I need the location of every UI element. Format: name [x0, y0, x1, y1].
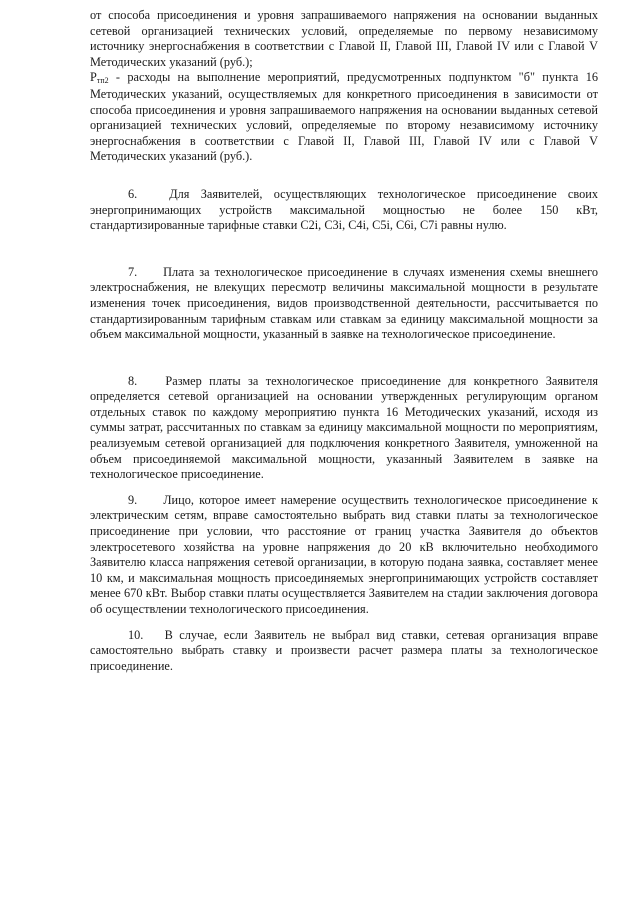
clause-number: 6.: [128, 186, 138, 201]
clause-8: [90, 374, 598, 483]
spacer: [90, 234, 598, 265]
clause-text: В случае, если Заявитель не выбрал вид ставки, сетевая организация вправе самостоятельно выбрать ставку и произвести расчет размера платы за технологическое присоединение.: [90, 627, 598, 673]
clause-number: 7.: [128, 264, 138, 279]
clause-7: [90, 265, 598, 343]
spacer: [90, 483, 598, 493]
clause-number: 8.: [128, 373, 138, 388]
paragraph-text: - расходы на выполнение мероприятий, предусмотренных подпунктом "б" пункта 16 Методических указаний, осуществляемых для конкретного присоединения в зависимости от способа присоединения и уровня запрашиваемого напряжения на основании выданных сетевой организацией технических условий, определяемые по второму независимому источнику энергоснабжения в соответствии с Главой II, Главой III, Главой IV или с Главой V Методических указаний (руб.).: [90, 70, 598, 164]
spacer: [90, 343, 598, 374]
p-subscript: тп2: [96, 76, 109, 86]
clause-text: Плата за технологическое присоединение в случаях изменения схемы внешнего электроснабжения, не влекущих пересмотр величины максимальной мощности в результате изменения точек присоединения, видов производственной деятельности, рассчитывается по стандартизированным тарифным ставкам или ставкам за единицу максимальной мощности за объем максимальной мощности, указанный в заявке на технологическое присоединение.: [90, 264, 598, 342]
clause-text: Для Заявителей, осуществляющих технологическое присоединение своих энергопринимающих устройств максимальной мощностью не более 150 кВт, стандартизированные тарифные ставки C2i, C3i, C4i, C5i, C6i, C7i равны нулю.: [90, 186, 598, 233]
clause-text: Лицо, которое имеет намерение осуществить технологическое присоединение к электрическим сетям, вправе самостоятельно выбрать вид ставки платы за технологическое присоединение при условии, что расстояние от границ участка Заявителя до объектов электросетевого хозяйства на уровне напряжения до 20 кВ включительно необходимого Заявителю класса напряжения сетевой организации, в которую подана заявка, составляет менее 10 км, и максимальная мощность присоединяемых энергопринимающих устройств составляет менее 670 кВт. Выбор ставки платы осуществляется Заявителем на стадии заключения договора об осуществлении технологического присоединения.: [90, 492, 598, 616]
clause-number: 9.: [128, 492, 138, 507]
paragraph-continuation: [90, 8, 598, 70]
clause-6: [90, 187, 598, 234]
clause-number: 10.: [128, 627, 144, 642]
spacer: [90, 618, 598, 628]
paragraph-ptp2: [90, 70, 598, 165]
spacer: [90, 165, 598, 187]
clause-10: [90, 628, 598, 675]
clause-text: Размер платы за технологическое присоединение для конкретного Заявителя определяется сетевой организацией на основании утвержденных регулирующим органом отдельных ставок по каждому мероприятию пункта 16 Методических указаний, исходя из суммы затрат, рассчитанных по ставкам за единицу максимальной мощности по мероприятиям, реализуемым сетевой организацией для подключения конкретного Заявителя, умноженной на объем присоединяемой максимальной мощности, указанный Заявителем в заявке на технологическое присоединение.: [90, 373, 598, 482]
paragraph-text: от способа присоединения и уровня запрашиваемого напряжения на основании выданных сетевой организацией технических условий, определяемые по первому независимому источнику энергоснабжения в соответствии с Главой II, Главой III, Главой IV или с Главой V Методических указаний (руб.);: [90, 8, 598, 69]
clause-9: [90, 493, 598, 618]
p-symbol: P: [90, 70, 97, 85]
